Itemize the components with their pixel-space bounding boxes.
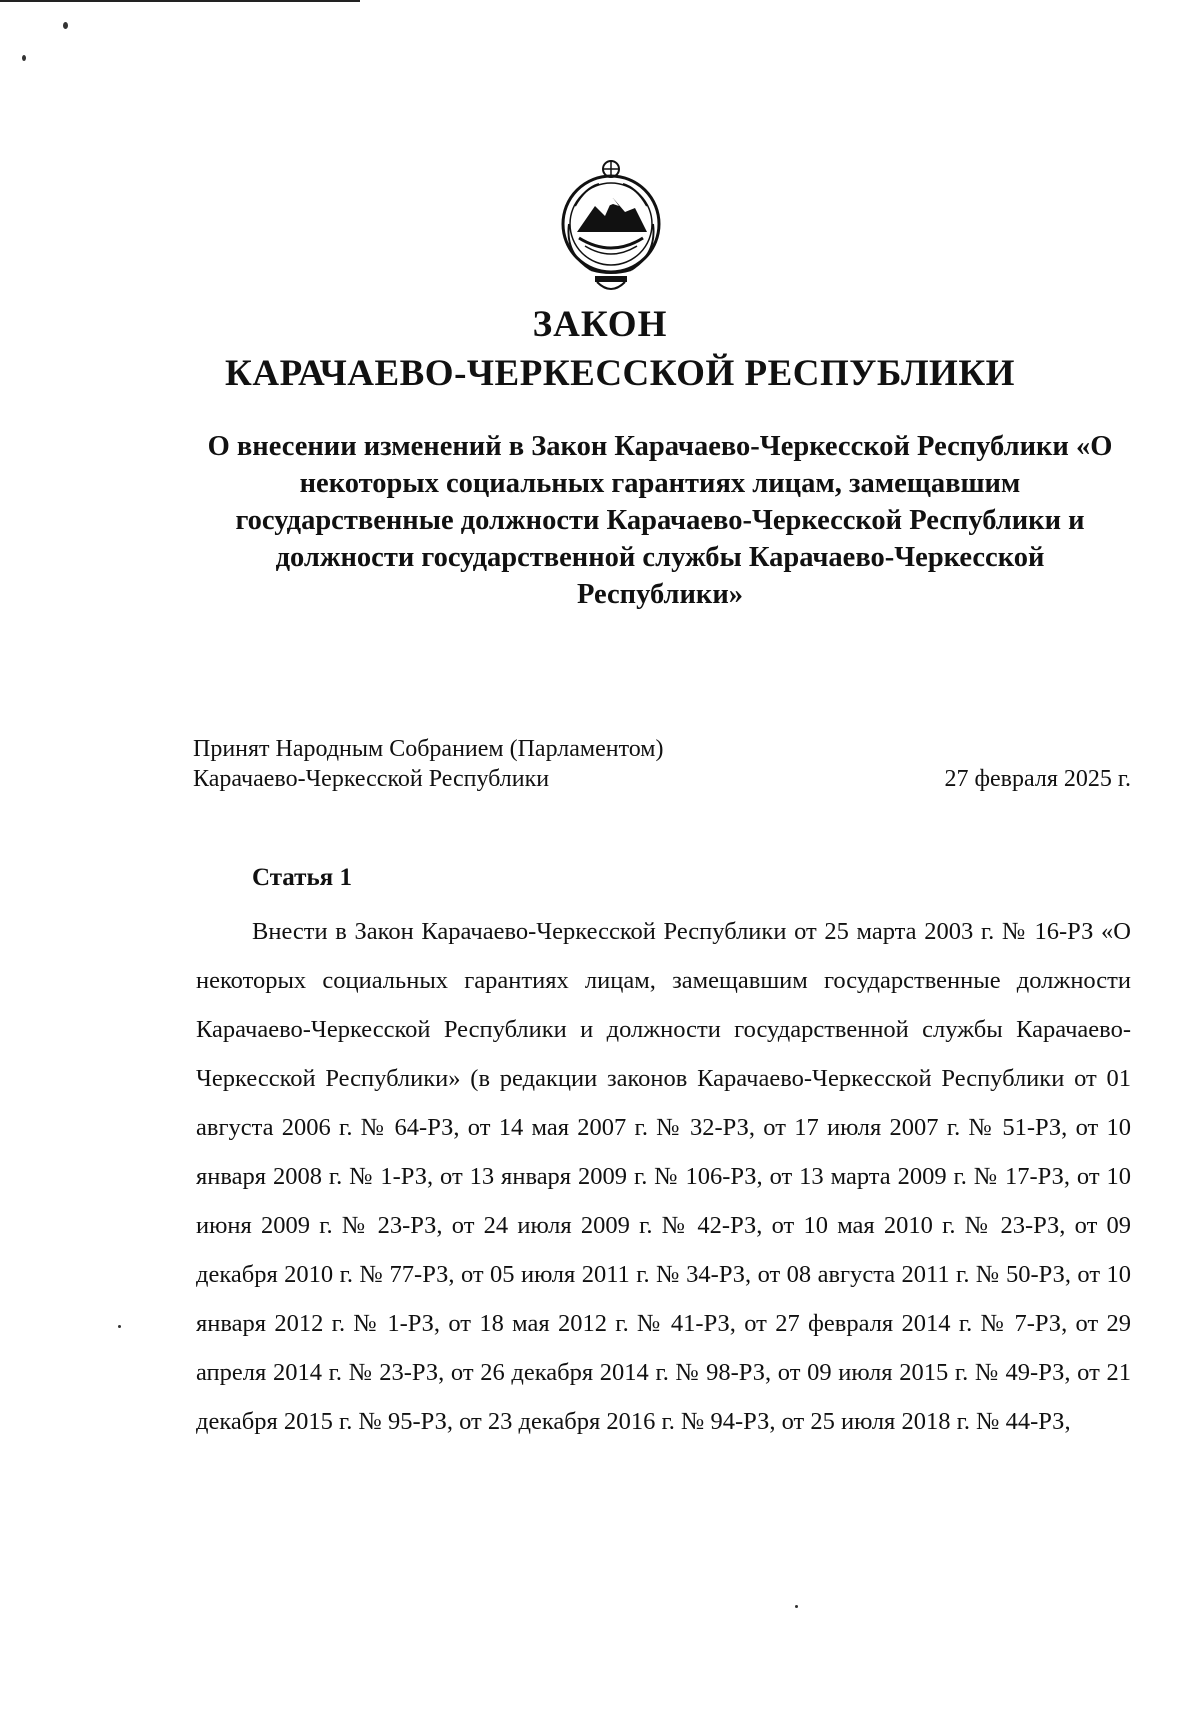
coat-of-arms-icon [555, 158, 667, 298]
scan-speck [22, 55, 26, 61]
document-subtitle: КАРАЧАЕВО-ЧЕРКЕССКОЙ РЕСПУБЛИКИ [225, 353, 1015, 394]
scan-speck [795, 1605, 798, 1608]
adoption-line-2: Карачаево-Черкесской Республики [193, 766, 550, 792]
adoption-date: 27 февраля 2025 г. [944, 766, 1131, 792]
scan-border-line [0, 0, 360, 2]
adoption-info [193, 734, 663, 794]
document-subject: О внесении изменений в Закон Карачаево-Черкесской Республики «О некоторых социальных гарантиях лицам, замещавшим государственные должности Карачаево-Черкесской Республики и должности государственной службы Карачаево-Черкесской Республики» [207, 431, 1113, 610]
scan-speck [118, 1325, 121, 1328]
scan-speck [63, 22, 68, 29]
article-heading: Статья 1 [252, 864, 352, 891]
adoption-line-1: Принят Народным Собранием (Парламентом) [193, 736, 664, 762]
article-body: Внести в Закон Карачаево-Черкесской Республики от 25 марта 2003 г. № 16-РЗ «О некоторых социальных гарантиях лицам, замещавшим государственные должности Карачаево-Черкесской Республики и должности государственной службы Карачаево-Черкесской Республики» (в редакции законов Карачаево-Черкесской Республики от 01 августа 2006 г. № 64-РЗ, от 14 мая 2007 г. № 32-РЗ, от 17 июля 2007 г. № 51-РЗ, от 10 января 2008 г. № 1-РЗ, от 13 января 2009 г. № 106-РЗ, от 13 марта 2009 г. № 17-РЗ, от 10 июня 2009 г. № 23-РЗ, от 24 июля 2009 г. № 42-РЗ, от 10 мая 2010 г. № 23-РЗ, от 09 декабря 2010 г. № 77-РЗ, от 05 июля 2011 г. № 34-РЗ, от 08 августа 2011 г. № 50-РЗ, от 10 января 2012 г. № 1-РЗ, от 18 мая 2012 г. № 41-РЗ, от 27 февраля 2014 г. № 7-РЗ, от 29 апреля 2014 г. № 23-РЗ, от 26 декабря 2014 г. № 98-РЗ, от 09 июля 2015 г. № 49-РЗ, от 21 декабря 2015 г. № 95-РЗ, от 23 декабря 2016 г. № 94-РЗ, от 25 июля 2018 г. № 44-РЗ, [196, 918, 1131, 1435]
document-title: ЗАКОН [532, 304, 668, 345]
